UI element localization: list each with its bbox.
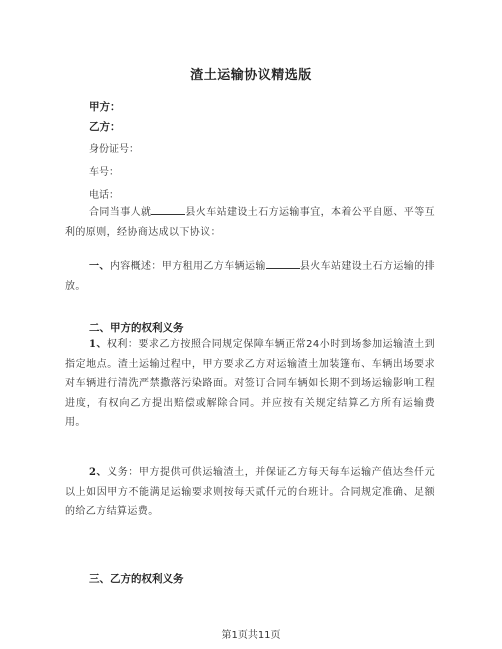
blank-underline [151,204,185,215]
phone-label: 电话： [89,190,119,201]
intro-text-1: 合同当事人就 [89,207,152,218]
section-2-item-1 [65,335,435,433]
item-1-text: 权利：要求乙方按照合同规定保障车辆正常24小时到场参加运输渣土到指定地点。渣土运输过程中，甲方要求乙方对运输渣土加装篷布、车辆出场要求对车辆进行清洗严禁撒落污染路面。对签订合同车辆如长期不到场运输影响工程进度，有权向乙方提出赔偿或解除合同。并应按有关规定结算乙方所有运输费用。 [65,339,435,428]
section-1-text-2: 县火车站建设土石方运输的排放。 [65,261,436,292]
item-1-number: 1、 [89,339,107,350]
section-1-text-1: 内容概述：甲方租用乙方车辆运输 [109,261,266,272]
id-number-label: 身份证号： [89,144,139,155]
item-2-text: 义务：甲方提供可供运输渣土，并保证乙方每天每车运输产值达叁仟元以上如因甲方不能满足运输要求则按每天贰仟元的台班计。合同规定准确、足额的给乙方结算运费。 [65,467,435,517]
blank-underline [266,258,300,269]
section-1-number: 一、 [89,261,110,272]
intro-paragraph [65,203,435,242]
page-footer: 第1页共11页 [221,630,281,641]
intro-text-2: 县火车站建设土石方运输事宜，本着公平自愿、平等互利的原则，经协商达成以下协议： [65,207,436,238]
section-1-paragraph [65,257,435,296]
section-3-heading: 三、乙方的权利义务 [89,573,184,585]
plate-number-label: 车号： [89,167,119,178]
section-2-heading: 二、甲方的权利义务 [89,322,184,334]
party-a-label: 甲方： [89,101,121,113]
document-title: 渣土运输协议精选版 [190,68,312,83]
section-2-item-2 [65,463,435,522]
item-2-number: 2、 [89,467,108,478]
party-b-label: 乙方： [89,121,121,133]
